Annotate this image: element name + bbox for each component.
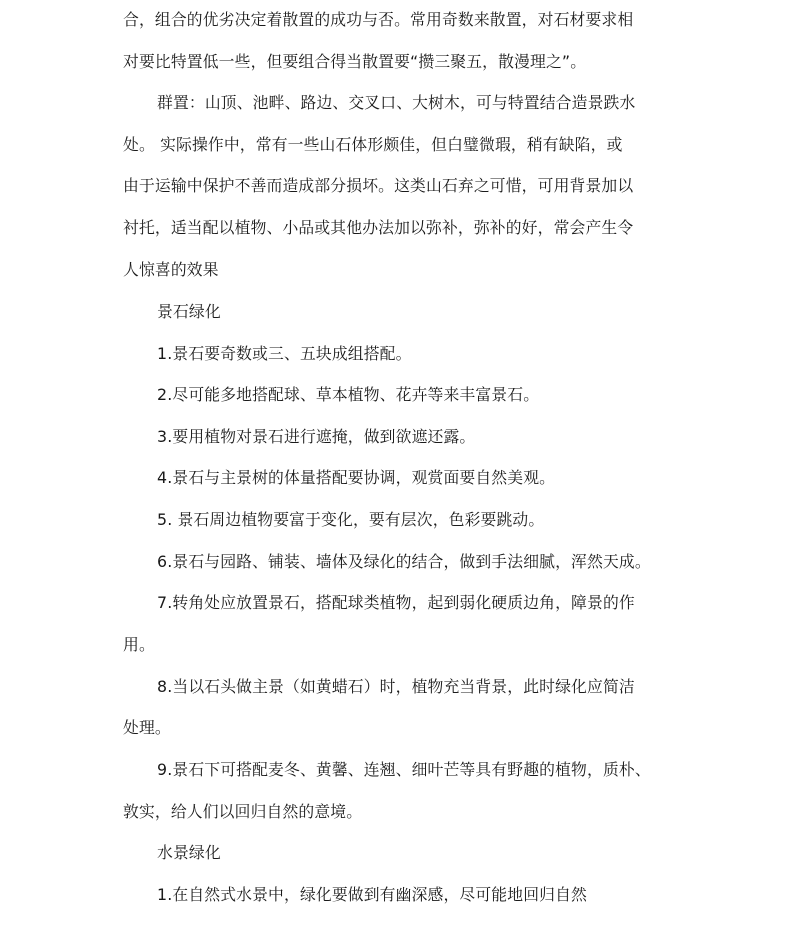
water-greening-heading: 水景绿化 [157, 843, 221, 862]
stone-item-8-line-2: 处理。 [123, 718, 171, 737]
stone-item-7-line-1: 7.转角处应放置景石，搭配球类植物，起到弱化硬质边角，障景的作 [157, 593, 635, 612]
stone-item-5: 5. 景石周边植物要富于变化，要有层次，色彩要跳动。 [157, 510, 545, 529]
group-paragraph-line-3: 由于运输中保护不善而造成部分损坏。这类山石弃之可惜，可用背景加以 [123, 176, 634, 195]
group-paragraph-line-2: 处。 实际操作中，常有一些山石体形颇佳，但白璧微瑕，稍有缺陷，或 [123, 135, 623, 154]
intro-line-1: 合，组合的优劣决定着散置的成功与否。常用奇数来散置，对石材要求相 [123, 10, 634, 29]
stone-item-8-line-1: 8.当以石头做主景（如黄蜡石）时，植物充当背景，此时绿化应简洁 [157, 677, 635, 696]
stone-item-6: 6.景石与园路、铺装、墙体及绿化的结合，做到手法细腻，浑然天成。 [157, 552, 651, 571]
stone-item-7-line-2: 用。 [123, 635, 155, 654]
water-item-1: 1.在自然式水景中，绿化要做到有幽深感，尽可能地回归自然 [157, 885, 587, 904]
stone-greening-heading: 景石绿化 [157, 302, 221, 321]
group-paragraph-line-5: 人惊喜的效果 [123, 260, 219, 279]
intro-line-2: 对要比特置低一些，但要组合得当散置要“攒三聚五，散漫理之”。 [123, 52, 587, 71]
stone-item-4: 4.景石与主景树的体量搭配要协调，观赏面要自然美观。 [157, 468, 556, 487]
stone-item-1: 1.景石要奇数或三、五块成组搭配。 [157, 344, 412, 363]
stone-item-9-line-2: 敦实，给人们以回归自然的意境。 [123, 802, 363, 821]
group-paragraph-line-4: 衬托，适当配以植物、小品或其他办法加以弥补，弥补的好，常会产生令 [123, 218, 634, 237]
stone-item-3: 3.要用植物对景石进行遮掩，做到欲遮还露。 [157, 427, 476, 446]
stone-item-2: 2.尽可能多地搭配球、草本植物、花卉等来丰富景石。 [157, 385, 540, 404]
group-paragraph-line-1: 群置：山顶、池畔、路边、交叉口、大树木，可与特置结合造景跌水 [157, 93, 636, 112]
stone-item-9-line-1: 9.景石下可搭配麦冬、黄馨、连翘、细叶芒等具有野趣的植物，质朴、 [157, 760, 651, 779]
